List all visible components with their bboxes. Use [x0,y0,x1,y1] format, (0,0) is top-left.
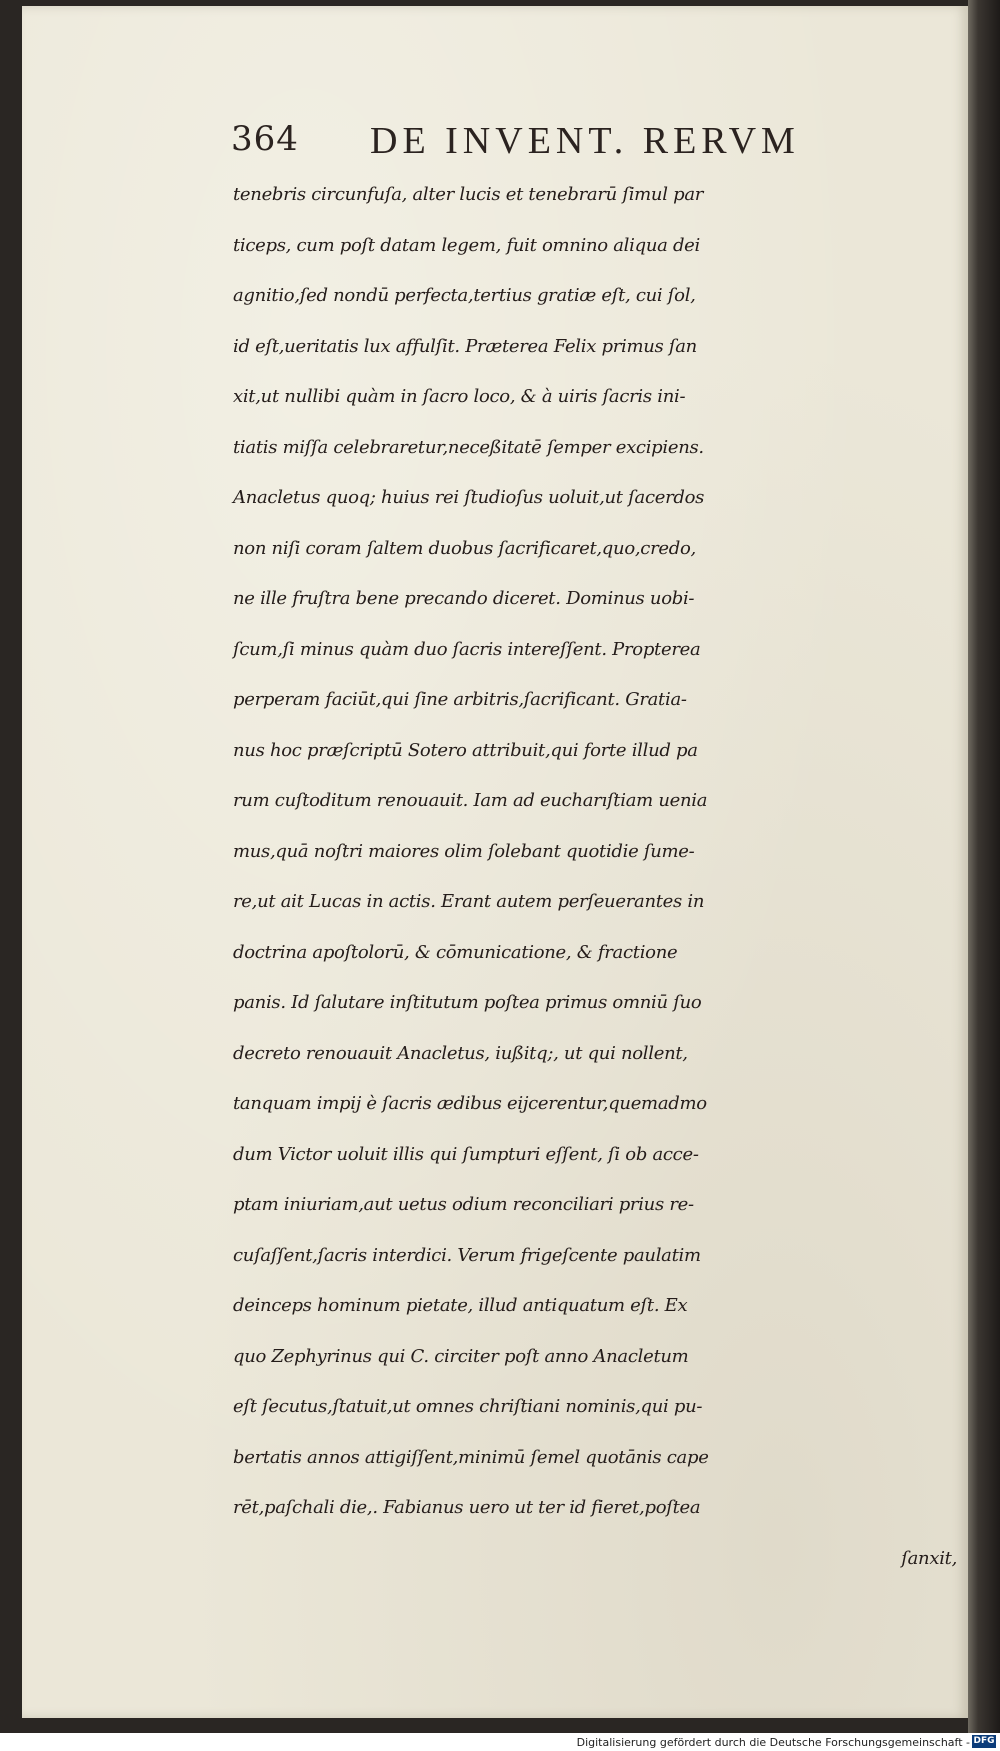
text-line: mus,quā noſtri maiores olim ſolebant quotidie ſume- [233,840,695,862]
dfg-logo: DFG [973,1736,995,1746]
text-line: non niſi coram ſaltem duobus ſacrificaret,quo,credo, [233,537,696,559]
text-line: rēt,paſchali die,. Fabianus uero ut ter id fieret,poſtea [233,1497,701,1518]
text-line: ptam iniuriam,aut uetus odium reconciliari prius re- [233,1194,694,1215]
text-line: bertatis annos attigiſſent,minimū ſemel quotānis cape [233,1446,709,1468]
catchword: ſanxit, [901,1547,957,1569]
running-head: DE INVENT. RERVM [370,120,800,162]
text-line: tiatis miſſa celebraretur,neceßitatē ſemper excipiens. [233,436,704,458]
text-line: quo Zephyrinus qui C. circiter poſt anno Anacletum [233,1345,689,1367]
page-edge-shadow [968,0,1000,1751]
text-line: panis. Id ſalutare inſtitutum poſtea primus omniū ſuo [233,992,702,1013]
text-line: id eſt,ueritatis lux affulſit. Præterea Felix primus ſan [233,335,697,357]
text-line: rum cuſtoditum renouauit. Iam ad eucharıſtiam uenia [233,790,708,811]
text-line: ticeps, cum poſt datam legem, fuit omnino aliqua dei [233,234,700,256]
text-line: dum Victor uoluit illis qui ſumpturi eſſent, ſi ob acce- [233,1143,699,1165]
text-line: eſt ſecutus,ſtatuit,ut omnes chriſtiani nominis,qui pu- [233,1396,703,1417]
funding-credit: Digitalisierung gefördert durch die Deutsche Forschungsgemeinschaft - [576,1736,970,1749]
text-line: doctrina apoſtolorū, & cōmunicatione, & fractione [233,941,678,963]
text-line: tanquam impij è ſacris ædibus eijcerentur,quemadmo [233,1093,707,1114]
text-line: perperam faciūt,qui ſine arbitris,ſacrificant. Gratia- [233,689,687,710]
text-line: tenebris circunfuſa, alter lucis et tenebrarū ſimul par [233,184,704,205]
text-line: ne ille fruſtra bene precando diceret. Dominus uobi- [233,588,695,609]
text-line: re,ut ait Lucas in actis. Erant autem perſeuerantes in [233,891,705,912]
text-line: decreto renouauit Anacletus, iußitq;, ut qui nollent, [233,1042,688,1064]
text-line: nus hoc præſcriptū Sotero attribuit,qui forte illud pa [233,739,698,761]
text-line: agnitio,ſed nondū perfecta,tertius gratiæ eſt, cui ſol, [233,285,696,306]
page-number: 364 [231,119,299,159]
text-line: deinceps hominum pietate, illud antiquatum eſt. Ex [233,1295,688,1316]
main-text [233,170,963,1584]
book-page [22,6,968,1718]
text-line: ſcum,ſi minus quàm duo ſacris intereſſent. Propterea [233,638,701,660]
text-line: xit,ut nullibi quàm in ſacro loco, & à uiris ſacris ini- [233,386,686,407]
text-line: cuſaſſent,ſacris interdici. Verum frigeſcente paulatim [233,1244,701,1266]
text-line: Anacletus quoq; huius rei ſtudioſus uoluit,ut ſacerdos [233,487,705,508]
